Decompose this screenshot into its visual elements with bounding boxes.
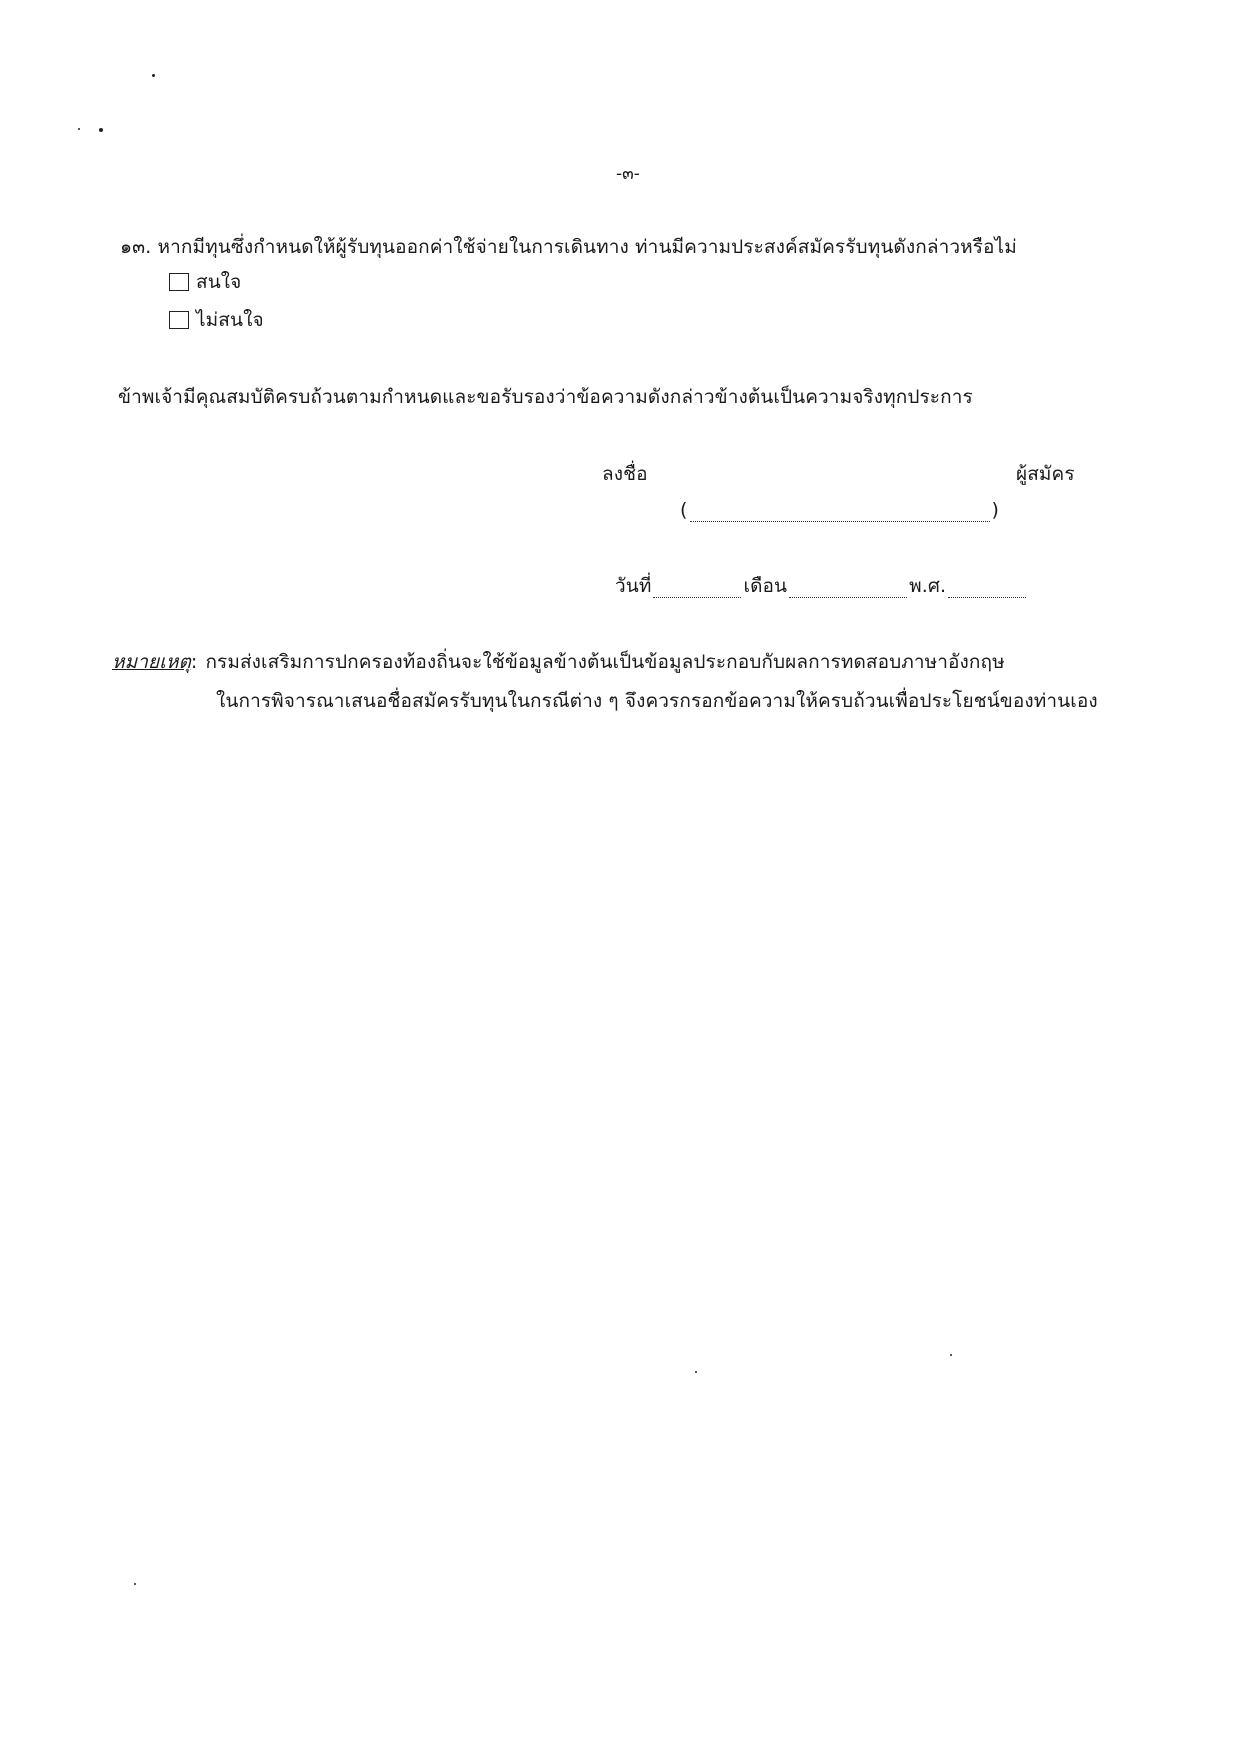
question-13-text: ๑๓. หากมีทุนซึ่งกำหนดให้ผู้รับทุนออกค่าใช้จ่ายในการเดินทาง ท่านมีความประสงค์สมัครรับทุนดังกล่าวหรือไม่ <box>120 236 1017 258</box>
year-field[interactable] <box>948 579 1026 598</box>
scan-speck <box>134 1583 136 1585</box>
scan-speck <box>99 128 103 132</box>
remark-colon: : <box>190 651 198 673</box>
option-interested[interactable] <box>169 270 241 294</box>
option-not-interested-label: ไม่สนใจ <box>196 309 264 331</box>
option-not-interested[interactable] <box>169 308 264 332</box>
scan-speck <box>78 128 80 130</box>
printed-name-field[interactable] <box>690 503 990 522</box>
day-label: วันที่ <box>615 575 652 597</box>
checkbox-interested[interactable] <box>169 273 189 291</box>
remark-text-1: กรมส่งเสริมการปกครองท้องถิ่นจะใช้ข้อมูลข้างต้นเป็นข้อมูลประกอบกับผลการทดสอบภาษาอังกฤษ <box>205 651 1005 673</box>
page-number: -๓- <box>616 164 640 184</box>
remark-line-1 <box>112 650 1005 674</box>
remark-text-2: ในการพิจารณาเสนอชื่อสมัครรับทุนในกรณีต่าง ๆ จึงควรกรอกข้อความให้ครบถ้วนเพื่อประโยชน์ของท่านเอง <box>216 690 1098 712</box>
year-label: พ.ศ. <box>909 575 947 597</box>
open-paren: ( <box>680 499 688 521</box>
scan-speck <box>152 74 155 77</box>
checkbox-not-interested[interactable] <box>169 311 189 329</box>
remark-label: หมายเหตุ <box>112 651 191 673</box>
date-line <box>615 574 1028 598</box>
signature-label: ลงชื่อ <box>602 463 648 485</box>
option-interested-label: สนใจ <box>196 271 242 293</box>
scan-speck <box>695 1371 697 1373</box>
close-paren: ) <box>991 499 1000 521</box>
scan-speck <box>950 1354 952 1356</box>
applicant-label: ผู้สมัคร <box>1016 463 1075 485</box>
day-field[interactable] <box>653 579 741 598</box>
printed-name-line <box>680 498 999 522</box>
month-field[interactable] <box>789 579 907 598</box>
declaration-text: ข้าพเจ้ามีคุณสมบัติครบถ้วนตามกำหนดและขอรับรองว่าข้อความดังกล่าวข้างต้นเป็นความจริงทุกประการ <box>118 386 973 408</box>
month-label: เดือน <box>743 575 788 597</box>
